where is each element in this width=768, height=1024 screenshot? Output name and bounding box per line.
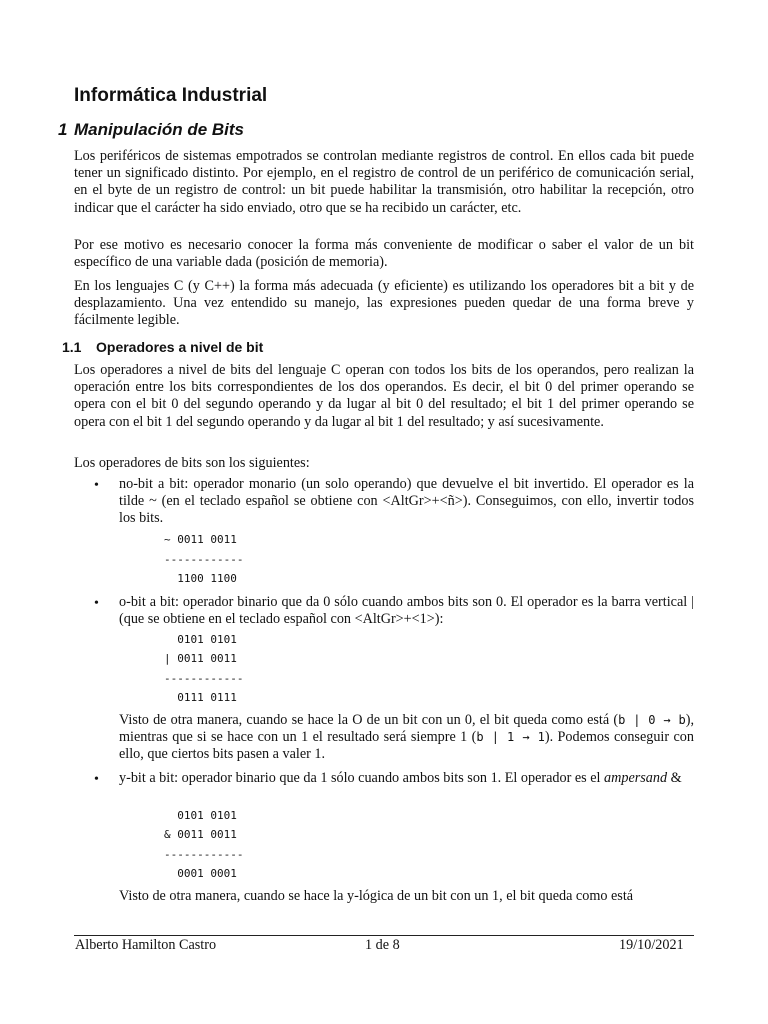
bullet: • bbox=[94, 772, 99, 787]
code-line: ------------ bbox=[164, 848, 244, 861]
footer-author: Alberto Hamilton Castro bbox=[75, 937, 217, 953]
paragraph-languages: En los lenguajes C (y C++) la forma más adecuada (y eficiente) es utilizando los operadores bit a bit y de desplazamiento. Una vez entendido su manejo, las expresiones pueden quedar de una forma breve y fácilmente legible. bbox=[74, 278, 694, 329]
footer-date: 19/10/2021 bbox=[619, 937, 684, 953]
code-line: 0101 0101 bbox=[164, 809, 237, 822]
section-heading-1 bbox=[58, 119, 244, 141]
code-line: | 0011 0011 bbox=[164, 652, 237, 665]
paragraph-operators: Los operadores a nivel de bits del lenguaje C operan con todos los bits de los operandos, pero realizan la operación entre los bits correspondientes de los dos operandos. Es decir, el bit 0 del primer operando se opera con el bit 0 del segundo operando y da lugar al bit 0 del resultado; el bit 1 del primer operando se opera con el bit 1 del segundo operando y da lugar al bit 1 del resultado; y así sucesivamente. bbox=[74, 362, 694, 430]
list-item-or-explanation bbox=[119, 712, 694, 764]
list-item-or: o-bit a bit: operador binario que da 0 sólo cuando ambos bits son 0. El operador es la barra vertical | (que se obtiene en el teclado español con <AltGr>+<1>): bbox=[119, 594, 694, 628]
code-line: & 0011 0011 bbox=[164, 828, 237, 841]
text-fragment: ). Podemos conseguir con ello, que ciertos bits pasen a valer 1. bbox=[119, 729, 694, 763]
code-line: 0101 0101 bbox=[164, 633, 237, 646]
code-line: ~ 0011 0011 bbox=[164, 533, 237, 546]
text-fragment: ), mientras que si se hace con un 1 el resultado será siempre 1 ( bbox=[119, 712, 694, 746]
text-fragment: & bbox=[667, 770, 682, 786]
paragraph-intro: Los periféricos de sistemas empotrados se controlan mediante registros de control. En ellos cada bit puede tener un significado distinto. Por ejemplo, en el registro de control de un periférico de comunicación serial, en el byte de un registro de control: un bit puede habilitar la transmisión, otro habilitar la recepción, otro indicar que el carácter ha sido enviado, otro que se ha recibido un carácter, etc. bbox=[74, 148, 694, 216]
section-number: 1.1 bbox=[62, 339, 82, 355]
bullet: • bbox=[94, 596, 99, 611]
text-fragment: Visto de otra manera, cuando se hace la O de un bit con un 0, el bit queda como está ( bbox=[119, 712, 619, 728]
footer-page-number: 1 de 8 bbox=[365, 937, 400, 953]
paragraph-list-intro: Los operadores de bits son los siguientes: bbox=[74, 455, 310, 471]
emphasis: ampersand bbox=[604, 770, 668, 786]
code-line: 0001 0001 bbox=[164, 867, 237, 880]
section-heading-1-1 bbox=[62, 338, 263, 356]
list-item-not: no-bit a bit: operador monario (un solo operando) que devuelve el bit invertido. El operador es la tilde ~ (en el teclado español se obtiene con <AltGr>+<ñ>). Conseguimos, con ello, invertir todos los bits. bbox=[119, 476, 694, 527]
bullet: • bbox=[94, 478, 99, 493]
document-title: Informática Industrial bbox=[74, 85, 268, 106]
inline-code: b | 1 → 1 bbox=[476, 730, 545, 745]
list-item-and bbox=[119, 770, 694, 787]
footer-divider bbox=[74, 935, 694, 936]
list-item-and-explanation: Visto de otra manera, cuando se hace la y-lógica de un bit con un 1, el bit queda como está bbox=[119, 888, 634, 904]
text-fragment: y-bit a bit: operador binario que da 1 sólo cuando ambos bits son 1. El operador es el bbox=[119, 770, 605, 786]
code-line: ------------ bbox=[164, 553, 244, 566]
code-line: 1100 1100 bbox=[164, 572, 237, 585]
inline-code: b | 0 → b bbox=[618, 713, 686, 727]
section-title: Manipulación de Bits bbox=[74, 120, 245, 139]
section-number: 1 bbox=[58, 120, 68, 139]
code-line: 0111 0111 bbox=[164, 691, 237, 704]
paragraph-motive: Por ese motivo es necesario conocer la forma más conveniente de modificar o saber el valor de un bit específico de una variable dada (posición de memoria). bbox=[74, 237, 694, 271]
code-line: ------------ bbox=[164, 672, 244, 685]
section-title: Operadores a nivel de bit bbox=[96, 339, 264, 355]
